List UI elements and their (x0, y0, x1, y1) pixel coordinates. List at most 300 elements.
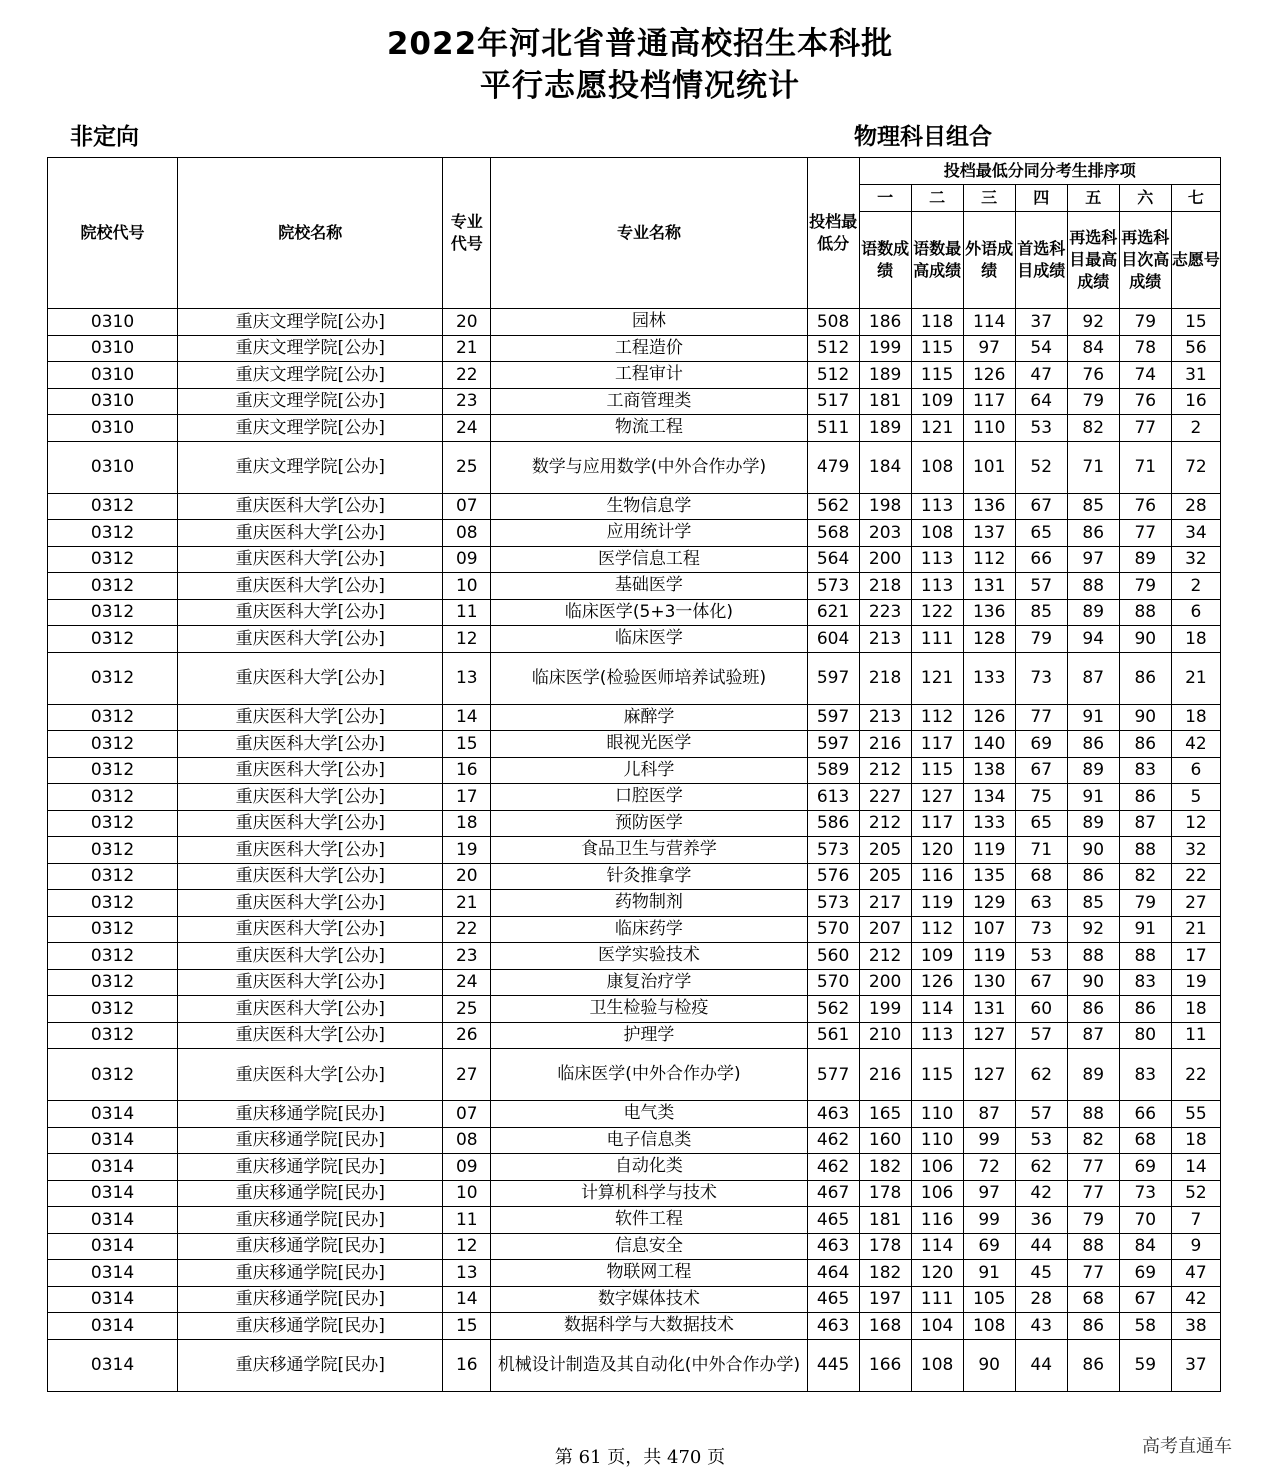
cell-chinese-math-max: 115 (911, 1049, 963, 1101)
cell-school-name: 重庆移通学院[民办] (178, 1233, 443, 1260)
cell-school-name: 重庆医科大学[公办] (178, 520, 443, 547)
cell-school-name: 重庆移通学院[民办] (178, 1101, 443, 1128)
cell-foreign-language: 108 (963, 1313, 1015, 1340)
cell-chinese-math-score: 189 (859, 362, 911, 389)
admission-table (47, 157, 1221, 1392)
cell-min-score: 561 (807, 1022, 859, 1049)
cell-second-subject-second: 89 (1119, 546, 1171, 573)
cell-major-name: 临床药学 (491, 916, 807, 943)
cell-preference-number: 27 (1171, 890, 1220, 917)
cell-preference-number: 2 (1171, 573, 1220, 600)
cell-preference-number: 37 (1171, 1339, 1220, 1391)
cell-foreign-language: 131 (963, 996, 1015, 1023)
cell-major-code: 09 (443, 1154, 491, 1181)
cell-school-code: 0312 (48, 890, 178, 917)
cell-school-name: 重庆文理学院[公办] (178, 415, 443, 442)
cell-major-code: 07 (443, 493, 491, 520)
cell-first-subject: 68 (1015, 863, 1067, 890)
cell-school-code: 0314 (48, 1180, 178, 1207)
cell-major-name: 软件工程 (491, 1207, 807, 1234)
cell-min-score: 511 (807, 415, 859, 442)
cell-chinese-math-score: 218 (859, 573, 911, 600)
table-row (48, 573, 1221, 600)
cell-second-subject-max: 86 (1067, 520, 1119, 547)
cell-major-code: 15 (443, 731, 491, 758)
cell-preference-number: 18 (1171, 996, 1220, 1023)
cell-school-code: 0312 (48, 837, 178, 864)
cell-foreign-language: 126 (963, 362, 1015, 389)
cell-major-name: 药物制剂 (491, 890, 807, 917)
cell-second-subject-second: 83 (1119, 757, 1171, 784)
cell-chinese-math-max: 110 (911, 1101, 963, 1128)
cell-major-code: 27 (443, 1049, 491, 1101)
table-row (48, 1313, 1221, 1340)
cell-major-name: 数据科学与大数据技术 (491, 1313, 807, 1340)
cell-major-name: 儿科学 (491, 757, 807, 784)
cell-second-subject-max: 89 (1067, 810, 1119, 837)
cell-school-name: 重庆移通学院[民办] (178, 1180, 443, 1207)
cell-foreign-language: 97 (963, 1180, 1015, 1207)
cell-min-score: 564 (807, 546, 859, 573)
cell-second-subject-second: 77 (1119, 415, 1171, 442)
subject-combo-label: 物理科目组合 (854, 124, 992, 150)
cell-foreign-language: 99 (963, 1127, 1015, 1154)
cell-first-subject: 64 (1015, 388, 1067, 415)
cell-chinese-math-score: 200 (859, 969, 911, 996)
cell-major-name: 工程造价 (491, 335, 807, 362)
cell-second-subject-second: 88 (1119, 599, 1171, 626)
cell-major-name: 医学实验技术 (491, 943, 807, 970)
cell-major-code: 11 (443, 599, 491, 626)
cell-chinese-math-max: 121 (911, 415, 963, 442)
cell-school-code: 0314 (48, 1154, 178, 1181)
cell-preference-number: 5 (1171, 784, 1220, 811)
cell-major-code: 14 (443, 704, 491, 731)
cell-major-code: 23 (443, 388, 491, 415)
header-order-2: 二 (911, 185, 963, 212)
cell-first-subject: 65 (1015, 810, 1067, 837)
cell-school-code: 0312 (48, 996, 178, 1023)
cell-chinese-math-score: 182 (859, 1154, 911, 1181)
cell-preference-number: 7 (1171, 1207, 1220, 1234)
cell-second-subject-max: 87 (1067, 652, 1119, 704)
cell-chinese-math-score: 178 (859, 1180, 911, 1207)
cell-chinese-math-max: 114 (911, 996, 963, 1023)
header-school-code: 院校代号 (48, 158, 178, 309)
cell-preference-number: 56 (1171, 335, 1220, 362)
cell-school-name: 重庆医科大学[公办] (178, 757, 443, 784)
cell-school-code: 0314 (48, 1286, 178, 1313)
cell-min-score: 467 (807, 1180, 859, 1207)
cell-min-score: 570 (807, 916, 859, 943)
table-row (48, 415, 1221, 442)
cell-preference-number: 15 (1171, 309, 1220, 336)
cell-chinese-math-max: 114 (911, 1233, 963, 1260)
cell-foreign-language: 133 (963, 810, 1015, 837)
cell-school-name: 重庆医科大学[公办] (178, 996, 443, 1023)
cell-preference-number: 22 (1171, 1049, 1220, 1101)
header-sub-6: 再选科目次高成绩 (1119, 212, 1171, 309)
cell-major-code: 10 (443, 1180, 491, 1207)
cell-second-subject-second: 76 (1119, 388, 1171, 415)
cell-chinese-math-max: 115 (911, 757, 963, 784)
cell-major-name: 园林 (491, 309, 807, 336)
cell-chinese-math-score: 213 (859, 626, 911, 653)
header-sub-5: 再选科目最高成绩 (1067, 212, 1119, 309)
cell-school-code: 0312 (48, 810, 178, 837)
cell-major-name: 物流工程 (491, 415, 807, 442)
table-row (48, 335, 1221, 362)
cell-first-subject: 67 (1015, 757, 1067, 784)
cell-school-code: 0312 (48, 943, 178, 970)
cell-school-code: 0312 (48, 652, 178, 704)
cell-second-subject-second: 66 (1119, 1101, 1171, 1128)
cell-min-score: 586 (807, 810, 859, 837)
cell-school-name: 重庆医科大学[公办] (178, 1049, 443, 1101)
cell-second-subject-second: 82 (1119, 863, 1171, 890)
table-row (48, 1286, 1221, 1313)
cell-second-subject-second: 86 (1119, 996, 1171, 1023)
cell-school-name: 重庆移通学院[民办] (178, 1207, 443, 1234)
cell-foreign-language: 87 (963, 1101, 1015, 1128)
cell-school-code: 0312 (48, 546, 178, 573)
cell-second-subject-max: 88 (1067, 1233, 1119, 1260)
cell-second-subject-max: 71 (1067, 441, 1119, 493)
cell-chinese-math-max: 113 (911, 546, 963, 573)
cell-min-score: 562 (807, 996, 859, 1023)
cell-second-subject-max: 87 (1067, 1022, 1119, 1049)
cell-second-subject-second: 70 (1119, 1207, 1171, 1234)
cell-major-name: 生物信息学 (491, 493, 807, 520)
table-row (48, 1022, 1221, 1049)
cell-chinese-math-max: 116 (911, 1207, 963, 1234)
cell-second-subject-max: 88 (1067, 943, 1119, 970)
cell-school-name: 重庆移通学院[民办] (178, 1339, 443, 1391)
cell-first-subject: 73 (1015, 652, 1067, 704)
cell-second-subject-max: 97 (1067, 546, 1119, 573)
table-row (48, 362, 1221, 389)
cell-second-subject-max: 86 (1067, 1313, 1119, 1340)
cell-major-name: 电子信息类 (491, 1127, 807, 1154)
cell-major-name: 卫生检验与检疫 (491, 996, 807, 1023)
cell-major-name: 食品卫生与营养学 (491, 837, 807, 864)
cell-chinese-math-score: 168 (859, 1313, 911, 1340)
table-row (48, 652, 1221, 704)
cell-first-subject: 85 (1015, 599, 1067, 626)
cell-min-score: 445 (807, 1339, 859, 1391)
cell-school-code: 0312 (48, 1049, 178, 1101)
cell-major-code: 09 (443, 546, 491, 573)
header-major-name: 专业名称 (491, 158, 807, 309)
cell-school-name: 重庆医科大学[公办] (178, 599, 443, 626)
table-row (48, 863, 1221, 890)
cell-first-subject: 53 (1015, 943, 1067, 970)
cell-foreign-language: 127 (963, 1022, 1015, 1049)
cell-major-name: 机械设计制造及其自动化(中外合作办学) (491, 1339, 807, 1391)
cell-school-name: 重庆移通学院[民办] (178, 1313, 443, 1340)
cell-school-code: 0310 (48, 362, 178, 389)
table-row (48, 996, 1221, 1023)
cell-preference-number: 18 (1171, 1127, 1220, 1154)
cell-chinese-math-max: 112 (911, 704, 963, 731)
cell-second-subject-second: 67 (1119, 1286, 1171, 1313)
cell-chinese-math-score: 207 (859, 916, 911, 943)
cell-foreign-language: 101 (963, 441, 1015, 493)
cell-chinese-math-score: 210 (859, 1022, 911, 1049)
cell-second-subject-max: 89 (1067, 599, 1119, 626)
cell-chinese-math-max: 108 (911, 520, 963, 547)
table-row (48, 837, 1221, 864)
cell-foreign-language: 128 (963, 626, 1015, 653)
cell-preference-number: 16 (1171, 388, 1220, 415)
cell-school-name: 重庆医科大学[公办] (178, 573, 443, 600)
cell-major-name: 电气类 (491, 1101, 807, 1128)
cell-major-name: 临床医学(5+3一体化) (491, 599, 807, 626)
table-row (48, 520, 1221, 547)
cell-chinese-math-max: 113 (911, 1022, 963, 1049)
cell-second-subject-max: 85 (1067, 890, 1119, 917)
cell-min-score: 479 (807, 441, 859, 493)
cell-school-name: 重庆医科大学[公办] (178, 916, 443, 943)
cell-first-subject: 63 (1015, 890, 1067, 917)
cell-school-name: 重庆医科大学[公办] (178, 546, 443, 573)
cell-chinese-math-max: 127 (911, 784, 963, 811)
cell-chinese-math-max: 106 (911, 1154, 963, 1181)
cell-preference-number: 19 (1171, 969, 1220, 996)
cell-preference-number: 32 (1171, 837, 1220, 864)
document-title-line2: 平行志愿投档情况统计 (480, 68, 800, 104)
cell-chinese-math-max: 113 (911, 573, 963, 600)
cell-preference-number: 72 (1171, 441, 1220, 493)
cell-chinese-math-score: 216 (859, 1049, 911, 1101)
cell-school-code: 0314 (48, 1101, 178, 1128)
table-row (48, 599, 1221, 626)
cell-first-subject: 62 (1015, 1154, 1067, 1181)
cell-second-subject-max: 76 (1067, 362, 1119, 389)
cell-foreign-language: 114 (963, 309, 1015, 336)
table-row (48, 704, 1221, 731)
cell-second-subject-second: 77 (1119, 520, 1171, 547)
cell-chinese-math-score: 165 (859, 1101, 911, 1128)
cell-second-subject-second: 80 (1119, 1022, 1171, 1049)
table-row (48, 890, 1221, 917)
cell-chinese-math-score: 205 (859, 863, 911, 890)
cell-foreign-language: 69 (963, 1233, 1015, 1260)
cell-chinese-math-score: 166 (859, 1339, 911, 1391)
cell-second-subject-second: 71 (1119, 441, 1171, 493)
cell-second-subject-second: 91 (1119, 916, 1171, 943)
cell-second-subject-max: 94 (1067, 626, 1119, 653)
cell-school-code: 0312 (48, 969, 178, 996)
cell-school-name: 重庆文理学院[公办] (178, 388, 443, 415)
cell-school-name: 重庆移通学院[民办] (178, 1154, 443, 1181)
header-tiebreak-group: 投档最低分同分考生排序项 (859, 158, 1220, 185)
table-row (48, 309, 1221, 336)
cell-min-score: 465 (807, 1286, 859, 1313)
cell-chinese-math-score: 205 (859, 837, 911, 864)
cell-second-subject-second: 58 (1119, 1313, 1171, 1340)
cell-foreign-language: 140 (963, 731, 1015, 758)
cell-chinese-math-max: 104 (911, 1313, 963, 1340)
cell-chinese-math-max: 122 (911, 599, 963, 626)
header-order-1: 一 (859, 185, 911, 212)
cell-second-subject-second: 88 (1119, 943, 1171, 970)
cell-major-name: 应用统计学 (491, 520, 807, 547)
cell-second-subject-max: 77 (1067, 1180, 1119, 1207)
cell-second-subject-max: 86 (1067, 731, 1119, 758)
cell-school-code: 0314 (48, 1207, 178, 1234)
table-row (48, 784, 1221, 811)
cell-first-subject: 60 (1015, 996, 1067, 1023)
cell-second-subject-max: 86 (1067, 863, 1119, 890)
cell-foreign-language: 112 (963, 546, 1015, 573)
cell-min-score: 577 (807, 1049, 859, 1101)
cell-school-code: 0314 (48, 1233, 178, 1260)
cell-foreign-language: 133 (963, 652, 1015, 704)
cell-first-subject: 73 (1015, 916, 1067, 943)
cell-second-subject-second: 73 (1119, 1180, 1171, 1207)
cell-major-name: 护理学 (491, 1022, 807, 1049)
cell-school-code: 0312 (48, 599, 178, 626)
cell-major-code: 16 (443, 757, 491, 784)
cell-school-name: 重庆文理学院[公办] (178, 362, 443, 389)
header-sub-1: 语数成绩 (859, 212, 911, 309)
cell-school-code: 0310 (48, 309, 178, 336)
cell-first-subject: 77 (1015, 704, 1067, 731)
cell-min-score: 463 (807, 1313, 859, 1340)
cell-school-name: 重庆医科大学[公办] (178, 704, 443, 731)
cell-chinese-math-score: 212 (859, 943, 911, 970)
table-row (48, 493, 1221, 520)
cell-first-subject: 53 (1015, 1127, 1067, 1154)
cell-preference-number: 38 (1171, 1313, 1220, 1340)
cell-second-subject-max: 84 (1067, 335, 1119, 362)
cell-preference-number: 32 (1171, 546, 1220, 573)
cell-min-score: 517 (807, 388, 859, 415)
header-order-4: 四 (1015, 185, 1067, 212)
cell-chinese-math-score: 184 (859, 441, 911, 493)
cell-preference-number: 21 (1171, 652, 1220, 704)
cell-second-subject-second: 86 (1119, 652, 1171, 704)
table-row (48, 388, 1221, 415)
cell-second-subject-max: 92 (1067, 916, 1119, 943)
cell-preference-number: 12 (1171, 810, 1220, 837)
cell-foreign-language: 127 (963, 1049, 1015, 1101)
table-row (48, 1260, 1221, 1287)
cell-min-score: 568 (807, 520, 859, 547)
cell-chinese-math-max: 109 (911, 388, 963, 415)
cell-second-subject-second: 86 (1119, 784, 1171, 811)
cell-second-subject-max: 91 (1067, 704, 1119, 731)
cell-chinese-math-max: 113 (911, 493, 963, 520)
cell-school-code: 0312 (48, 520, 178, 547)
cell-first-subject: 54 (1015, 335, 1067, 362)
cell-major-code: 22 (443, 362, 491, 389)
cell-major-code: 24 (443, 415, 491, 442)
cell-foreign-language: 129 (963, 890, 1015, 917)
cell-school-name: 重庆移通学院[民办] (178, 1127, 443, 1154)
cell-preference-number: 42 (1171, 1286, 1220, 1313)
cell-school-code: 0314 (48, 1339, 178, 1391)
category-label: 非定向 (70, 124, 139, 150)
cell-second-subject-second: 74 (1119, 362, 1171, 389)
cell-second-subject-second: 59 (1119, 1339, 1171, 1391)
cell-major-code: 20 (443, 309, 491, 336)
header-sub-3: 外语成绩 (963, 212, 1015, 309)
cell-second-subject-max: 79 (1067, 1207, 1119, 1234)
cell-school-code: 0314 (48, 1260, 178, 1287)
cell-school-code: 0312 (48, 863, 178, 890)
cell-first-subject: 67 (1015, 493, 1067, 520)
cell-foreign-language: 138 (963, 757, 1015, 784)
table-row (48, 1339, 1221, 1391)
cell-chinese-math-max: 111 (911, 626, 963, 653)
cell-major-code: 10 (443, 573, 491, 600)
cell-major-code: 23 (443, 943, 491, 970)
cell-school-name: 重庆移通学院[民办] (178, 1260, 443, 1287)
cell-school-code: 0314 (48, 1313, 178, 1340)
cell-preference-number: 31 (1171, 362, 1220, 389)
cell-chinese-math-max: 120 (911, 837, 963, 864)
cell-preference-number: 55 (1171, 1101, 1220, 1128)
cell-preference-number: 52 (1171, 1180, 1220, 1207)
cell-school-code: 0312 (48, 757, 178, 784)
cell-school-code: 0314 (48, 1127, 178, 1154)
cell-first-subject: 44 (1015, 1233, 1067, 1260)
cell-school-code: 0310 (48, 388, 178, 415)
table-row (48, 626, 1221, 653)
cell-second-subject-max: 86 (1067, 996, 1119, 1023)
cell-chinese-math-score: 199 (859, 335, 911, 362)
cell-chinese-math-max: 112 (911, 916, 963, 943)
cell-school-name: 重庆文理学院[公办] (178, 441, 443, 493)
cell-preference-number: 17 (1171, 943, 1220, 970)
cell-major-name: 临床医学 (491, 626, 807, 653)
cell-foreign-language: 90 (963, 1339, 1015, 1391)
table-row (48, 546, 1221, 573)
cell-major-code: 15 (443, 1313, 491, 1340)
cell-preference-number: 2 (1171, 415, 1220, 442)
cell-chinese-math-max: 109 (911, 943, 963, 970)
cell-school-code: 0312 (48, 626, 178, 653)
cell-min-score: 560 (807, 943, 859, 970)
table-row (48, 1233, 1221, 1260)
cell-major-code: 17 (443, 784, 491, 811)
cell-second-subject-second: 84 (1119, 1233, 1171, 1260)
cell-min-score: 464 (807, 1260, 859, 1287)
cell-preference-number: 18 (1171, 626, 1220, 653)
cell-preference-number: 9 (1171, 1233, 1220, 1260)
cell-chinese-math-max: 110 (911, 1127, 963, 1154)
cell-first-subject: 57 (1015, 1022, 1067, 1049)
table-row (48, 916, 1221, 943)
cell-chinese-math-max: 120 (911, 1260, 963, 1287)
cell-second-subject-max: 90 (1067, 837, 1119, 864)
cell-major-name: 麻醉学 (491, 704, 807, 731)
cell-school-code: 0312 (48, 1022, 178, 1049)
cell-chinese-math-max: 108 (911, 1339, 963, 1391)
cell-major-name: 基础医学 (491, 573, 807, 600)
table-row (48, 1207, 1221, 1234)
cell-second-subject-max: 79 (1067, 388, 1119, 415)
header-sub-4: 首选科目成绩 (1015, 212, 1067, 309)
table-row (48, 1101, 1221, 1128)
cell-foreign-language: 136 (963, 493, 1015, 520)
cell-school-name: 重庆医科大学[公办] (178, 626, 443, 653)
header-sub-2: 语数最高成绩 (911, 212, 963, 309)
cell-school-name: 重庆医科大学[公办] (178, 493, 443, 520)
cell-major-code: 16 (443, 1339, 491, 1391)
